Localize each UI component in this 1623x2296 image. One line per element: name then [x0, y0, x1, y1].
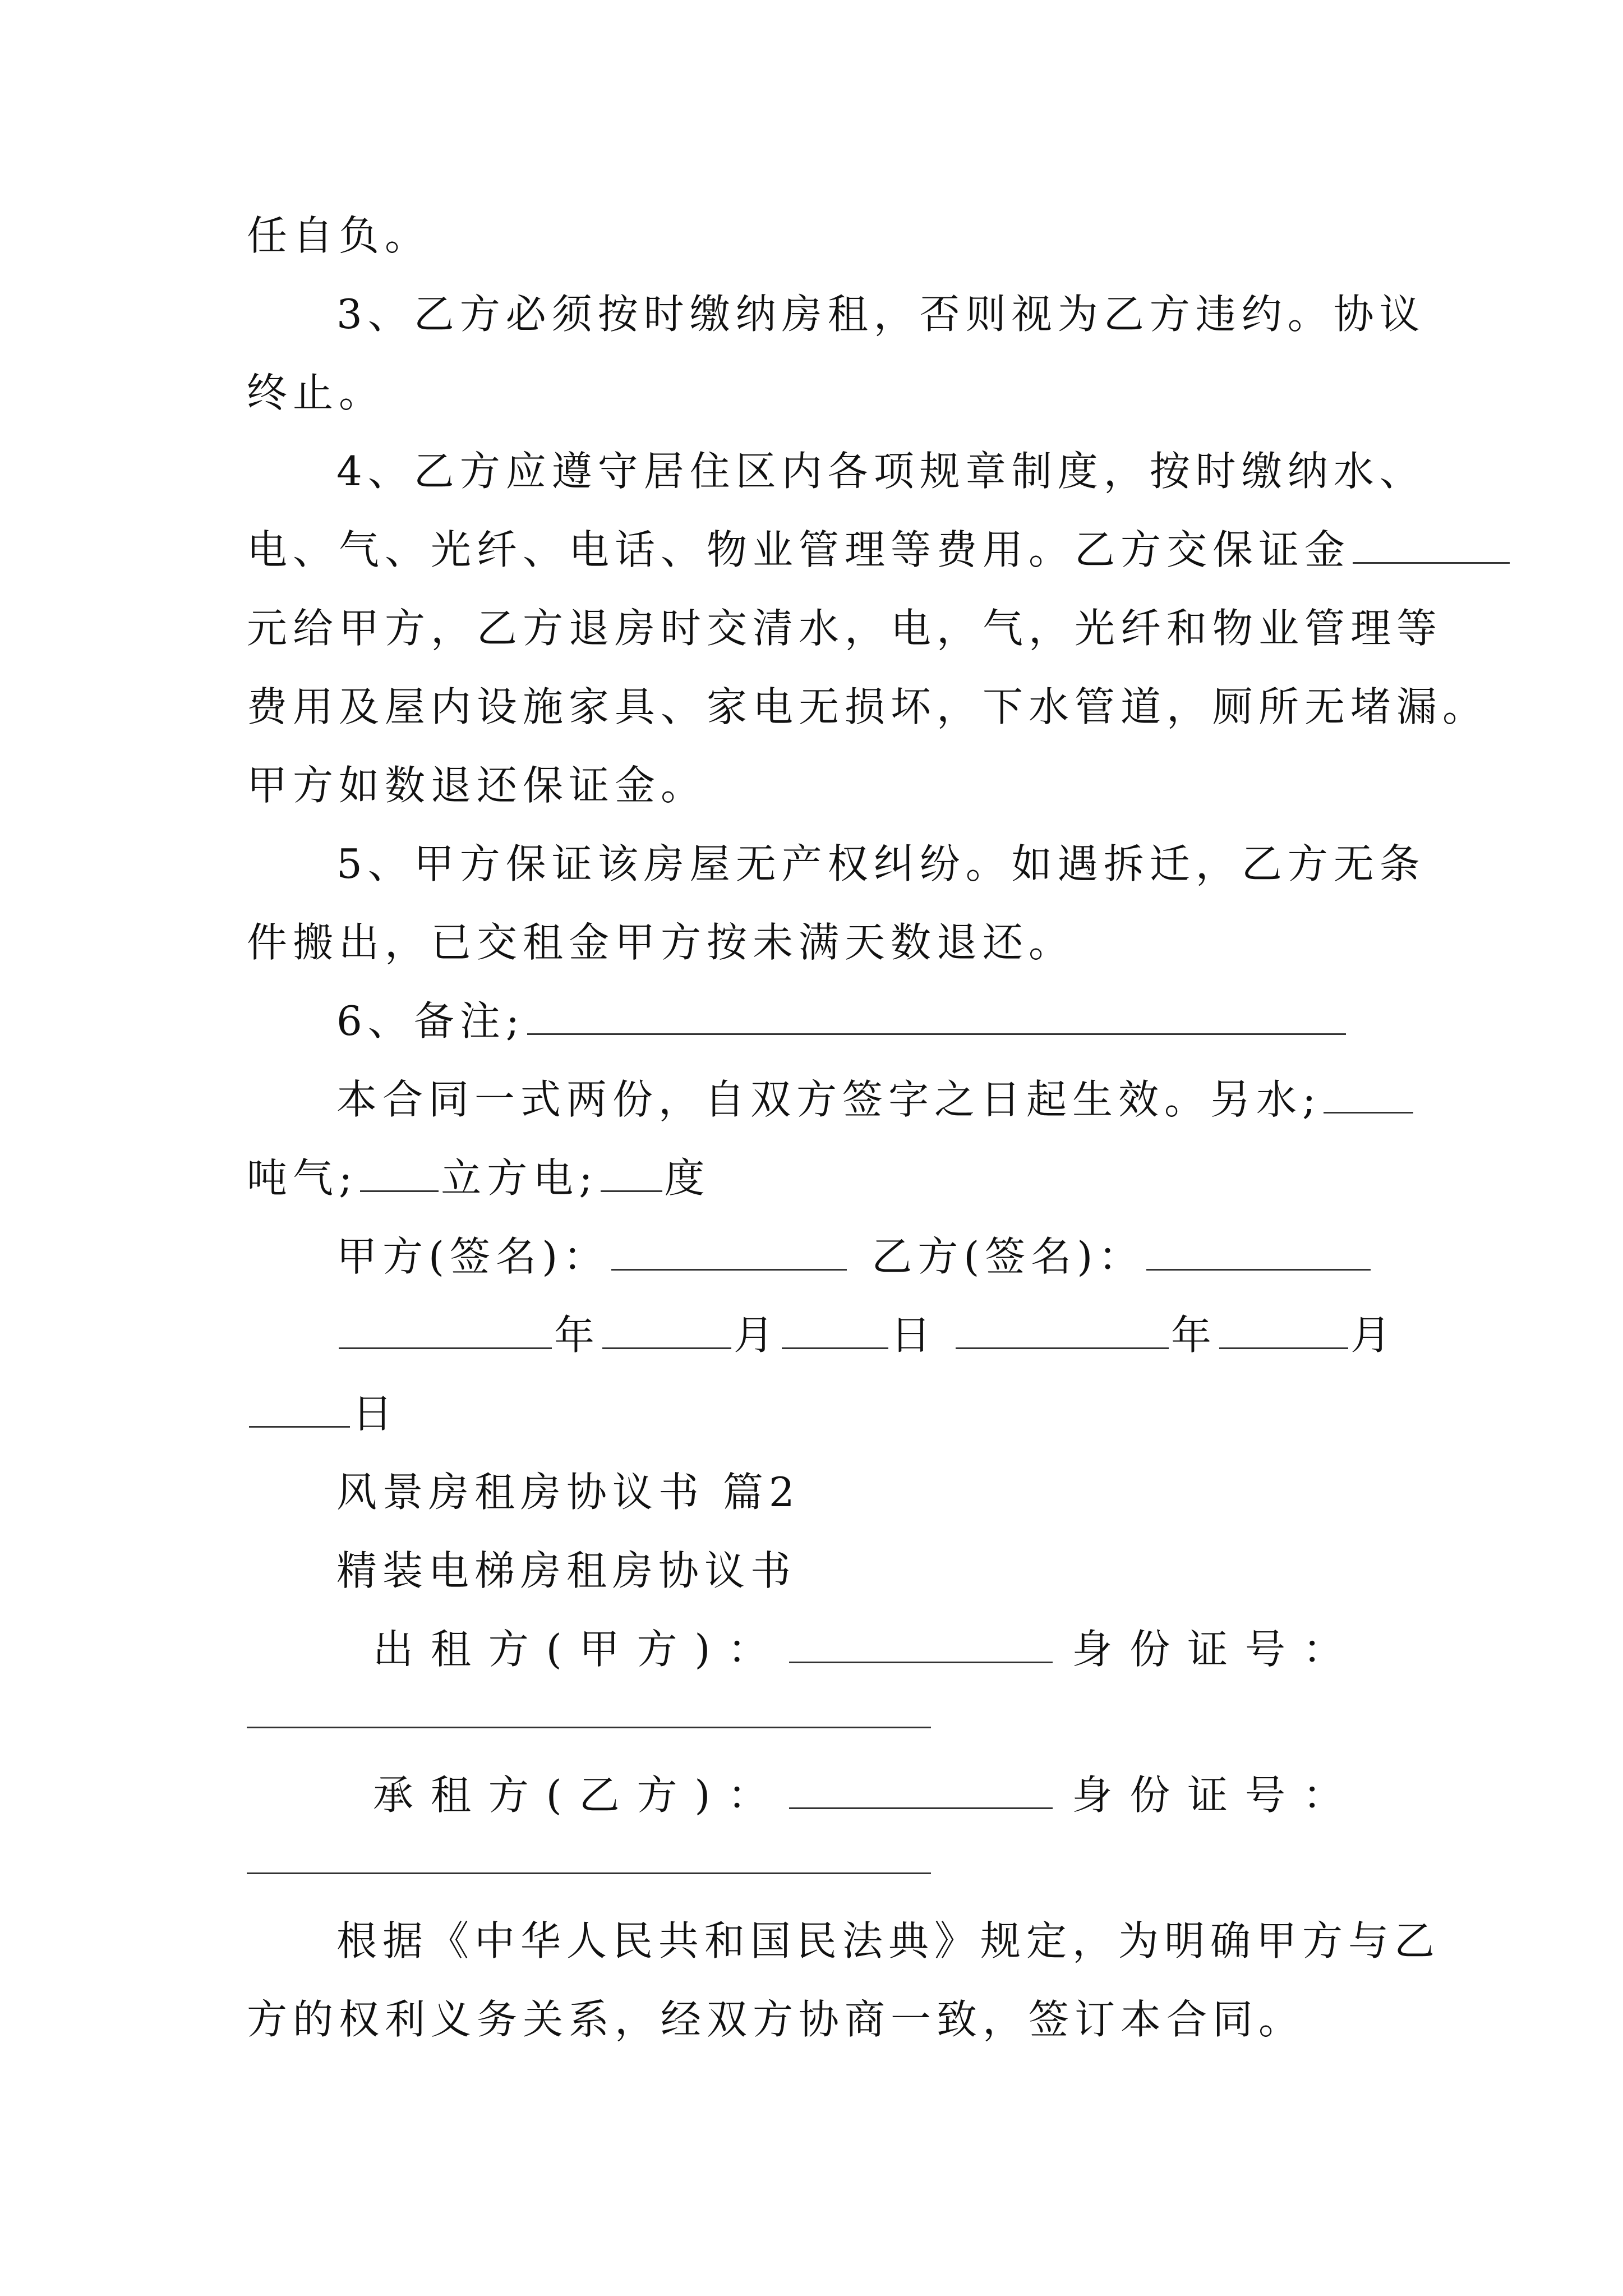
preamble-line-2: [247, 1980, 1391, 2059]
date-line: [336, 1296, 1397, 1374]
water-blank[interactable]: [1324, 1073, 1413, 1114]
line-text: 电、气、光纤、电话、物业管理等费用。乙方交保证金: [247, 526, 1351, 573]
lessor-id-blank[interactable]: [247, 1727, 931, 1728]
clause-3-line-1: [336, 275, 1426, 353]
party-b-signature-blank[interactable]: [1146, 1230, 1371, 1271]
party-b-day-blank[interactable]: [249, 1387, 350, 1428]
signature-line: [336, 1217, 1391, 1296]
line-text: 件搬出，已交租金甲方按未满天数退还。: [247, 919, 1075, 966]
line-text: 度: [664, 1154, 711, 1202]
party-a-signature-label: 甲方(签名)：: [336, 1233, 610, 1280]
line-text: 任自负。: [247, 212, 431, 259]
party-a-month-blank[interactable]: [602, 1308, 731, 1349]
line-text: 甲方如数退还保证金。: [247, 762, 707, 809]
line-text: 吨气;: [247, 1154, 358, 1202]
line-text: 日: [891, 1312, 937, 1359]
lessor-name-blank[interactable]: [789, 1622, 1053, 1663]
line-text: 6、备注;: [336, 997, 525, 1045]
clause-4-line-1: [336, 432, 1426, 510]
party-b-signature-label: 乙方(签名)：: [872, 1233, 1145, 1280]
section-heading: [336, 1453, 1391, 1531]
line-text: 4、乙方应遵守居住区内各项规章制度，按时缴纳水、: [336, 448, 1426, 495]
line-text: 日: [352, 1390, 399, 1437]
line-text: 元给甲方，乙方退房时交清水，电，气，光纤和物业管理等: [247, 605, 1443, 652]
line-text: 方的权利义务关系，经双方协商一致，签订本合同。: [247, 1996, 1305, 2043]
party-b-year-blank[interactable]: [956, 1308, 1169, 1349]
line-text: 根据《中华人民共和国民法典》规定，为明确甲方与乙: [336, 1917, 1441, 1964]
party-a-year-blank[interactable]: [339, 1308, 552, 1349]
clause-5-line-1: [336, 825, 1426, 903]
lessee-name-blank[interactable]: [789, 1768, 1053, 1809]
effective-line-2: [247, 1139, 1391, 1217]
line-text: 5、甲方保证该房屋无产权纠纷。如遇拆迁，乙方无条: [336, 840, 1426, 887]
lessor-id-label: 身 份 证 号 ：: [1072, 1626, 1345, 1673]
preamble-line-1: [336, 1902, 1441, 1980]
line-text: 立方电;: [441, 1154, 598, 1202]
clause-4-line-5: [247, 746, 1391, 825]
electricity-blank[interactable]: [601, 1151, 662, 1192]
line-text: 年: [554, 1312, 601, 1359]
line-text: 终止。: [247, 369, 385, 416]
clause-5-line-2: [247, 903, 1391, 982]
clause-6-remarks: [336, 982, 1391, 1060]
lessor-line: [373, 1610, 1391, 1688]
line-text: 本合同一式两份，自双方签字之日起生效。另水;: [336, 1076, 1322, 1123]
document-title: [336, 1531, 1391, 1610]
gas-blank[interactable]: [360, 1151, 439, 1192]
line-text: 费用及屋内设施家具、家电无损坏，下水管道，厕所无堵漏。: [247, 683, 1489, 730]
lessee-id-blank[interactable]: [247, 1872, 931, 1874]
date-line-2: [247, 1374, 1391, 1453]
lessee-id-label: 身 份 证 号 ：: [1072, 1772, 1345, 1819]
effective-line-1: [336, 1060, 1391, 1139]
deposit-blank[interactable]: [1353, 523, 1510, 564]
line-text: 月: [734, 1312, 780, 1359]
lessor-label: 出 租 方 ( 甲 方 ) ：: [373, 1626, 771, 1673]
contract-title: 精装电梯房租房协议书: [336, 1547, 797, 1594]
clause-4-line-4: [247, 668, 1489, 746]
line-text: 年: [1171, 1312, 1218, 1359]
clause-4-line-2: [247, 510, 1391, 589]
clause-3-line-2: [247, 353, 1391, 432]
lessee-line: [373, 1756, 1391, 1834]
lessee-label: 承 租 方 ( 乙 方 ) ：: [373, 1772, 771, 1819]
party-b-month-blank[interactable]: [1219, 1308, 1348, 1349]
line-text: 月: [1350, 1312, 1397, 1359]
party-a-day-blank[interactable]: [782, 1308, 888, 1349]
text-line: [247, 196, 1391, 275]
party-a-signature-blank[interactable]: [611, 1230, 847, 1271]
remarks-blank[interactable]: [527, 994, 1346, 1035]
line-text: 3、乙方必须按时缴纳房租，否则视为乙方违约。协议: [336, 291, 1426, 338]
section-title: 风景房租房协议书 篇2: [336, 1469, 800, 1516]
clause-4-line-3: [247, 589, 1443, 668]
